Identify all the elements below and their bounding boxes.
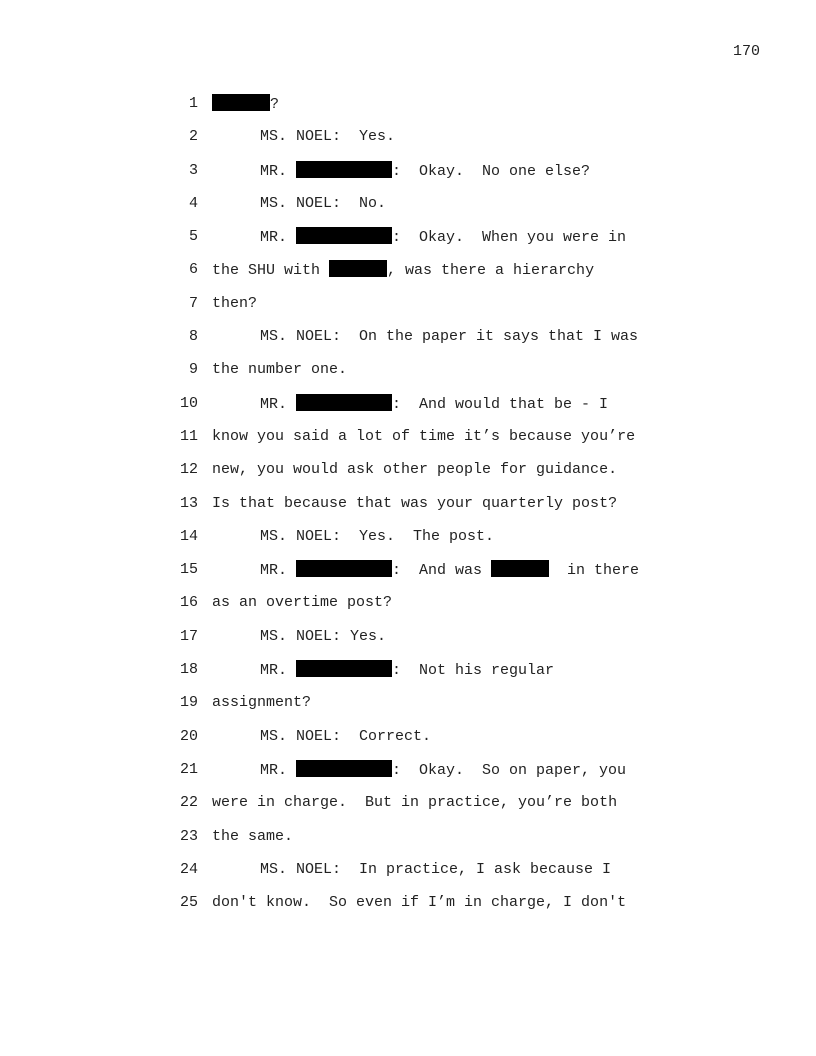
line-text <box>212 760 626 781</box>
line-text <box>212 827 293 847</box>
redaction-box <box>212 94 270 111</box>
line-text-segment: MS. NOEL: On the paper it says that I was <box>260 328 639 346</box>
line-number: 22 <box>179 794 198 812</box>
line-text <box>212 227 626 248</box>
line-text <box>212 860 611 880</box>
line-text-segment: MS. NOEL: Yes. <box>260 627 387 645</box>
line-text-segment: , was there a hierarchy <box>387 262 595 280</box>
line-text-segment: as an overtime post? <box>212 594 393 612</box>
line-text-segment: : Not his regular <box>392 662 555 680</box>
line-text-segment: : And was <box>392 562 492 580</box>
line-number: 1 <box>188 95 198 112</box>
line-text <box>212 161 590 182</box>
line-text-segment: know you said a lot of time it’s because you’re <box>212 427 636 445</box>
line-text <box>212 360 347 380</box>
line-text <box>212 727 431 747</box>
line-number: 5 <box>188 228 198 246</box>
line-number: 17 <box>179 627 198 645</box>
line-text <box>212 94 279 115</box>
line-text-segment: MR. <box>260 662 297 680</box>
line-number: 23 <box>179 827 198 845</box>
line-number: 19 <box>179 694 198 712</box>
line-text <box>212 260 594 281</box>
line-text-segment: the same. <box>212 827 294 845</box>
redaction-box <box>329 260 387 277</box>
line-text-segment: Is that because that was your quarterly post? <box>212 494 618 512</box>
redaction-box <box>296 394 392 411</box>
page-number: 170 <box>733 43 761 60</box>
line-text-segment: MR. <box>260 562 297 580</box>
line-text-segment: then? <box>212 294 258 312</box>
line-text <box>212 793 617 813</box>
line-text-segment: in there <box>549 562 640 580</box>
line-number: 7 <box>188 294 198 312</box>
line-text <box>212 427 635 447</box>
line-number: 10 <box>179 394 198 412</box>
line-text <box>212 127 395 147</box>
line-number: 12 <box>179 461 198 479</box>
line-number: 3 <box>188 161 198 179</box>
line-text <box>212 327 638 347</box>
line-number: 16 <box>179 594 198 612</box>
line-number: 21 <box>179 760 198 778</box>
line-number: 9 <box>188 361 198 379</box>
line-text-segment: MS. NOEL: No. <box>260 194 387 212</box>
line-number: 13 <box>179 494 198 512</box>
line-text-segment: MR. <box>260 229 297 247</box>
line-text-segment: MR. <box>260 162 297 180</box>
line-text-segment: ? <box>270 96 280 113</box>
redaction-box <box>296 760 392 777</box>
line-number: 6 <box>188 261 198 279</box>
line-text-segment: : Okay. No one else? <box>392 162 591 180</box>
redaction-box <box>296 660 392 677</box>
line-text-segment: assignment? <box>212 694 312 712</box>
line-text <box>212 460 617 480</box>
line-number: 14 <box>179 527 198 545</box>
redaction-box <box>491 560 549 577</box>
line-text-segment: the SHU with <box>212 262 330 280</box>
line-text <box>212 527 494 547</box>
line-number: 15 <box>179 561 198 579</box>
line-number: 24 <box>179 860 198 878</box>
line-text-segment: MR. <box>260 395 297 413</box>
line-text-segment: : Okay. So on paper, you <box>392 761 627 779</box>
line-number: 25 <box>179 894 198 912</box>
line-text-segment: don't know. So even if I’m in charge, I don't <box>212 894 627 912</box>
line-number: 11 <box>179 427 198 445</box>
line-text-segment: new, you would ask other people for guidance. <box>212 461 618 479</box>
line-text <box>212 593 392 613</box>
line-text <box>212 627 386 647</box>
line-text <box>212 394 608 415</box>
line-text <box>212 494 617 514</box>
line-text-segment: MS. NOEL: In practice, I ask because I <box>260 860 612 878</box>
line-number: 8 <box>188 328 198 346</box>
line-number: 4 <box>188 194 198 212</box>
redaction-box <box>296 161 392 178</box>
redaction-box <box>296 560 392 577</box>
line-text-segment: MS. NOEL: Correct. <box>260 727 432 745</box>
line-text-segment: were in charge. But in practice, you’re both <box>212 794 618 812</box>
redaction-box <box>296 227 392 244</box>
line-text-segment: MR. <box>260 761 297 779</box>
line-text <box>212 893 626 913</box>
line-text-segment: MS. NOEL: Yes. <box>260 128 396 146</box>
line-text-segment: : Okay. When you were in <box>392 229 627 247</box>
line-text <box>212 194 386 214</box>
line-text-segment: MS. NOEL: Yes. The post. <box>260 527 495 545</box>
line-number: 20 <box>179 727 198 745</box>
line-text <box>212 660 554 681</box>
line-text-segment: : And would that be - I <box>392 395 609 413</box>
line-text <box>212 693 311 713</box>
line-text-segment: the number one. <box>212 361 348 379</box>
line-number: 2 <box>188 128 198 146</box>
line-text <box>212 294 257 314</box>
line-text <box>212 560 639 581</box>
line-number: 18 <box>179 661 198 679</box>
